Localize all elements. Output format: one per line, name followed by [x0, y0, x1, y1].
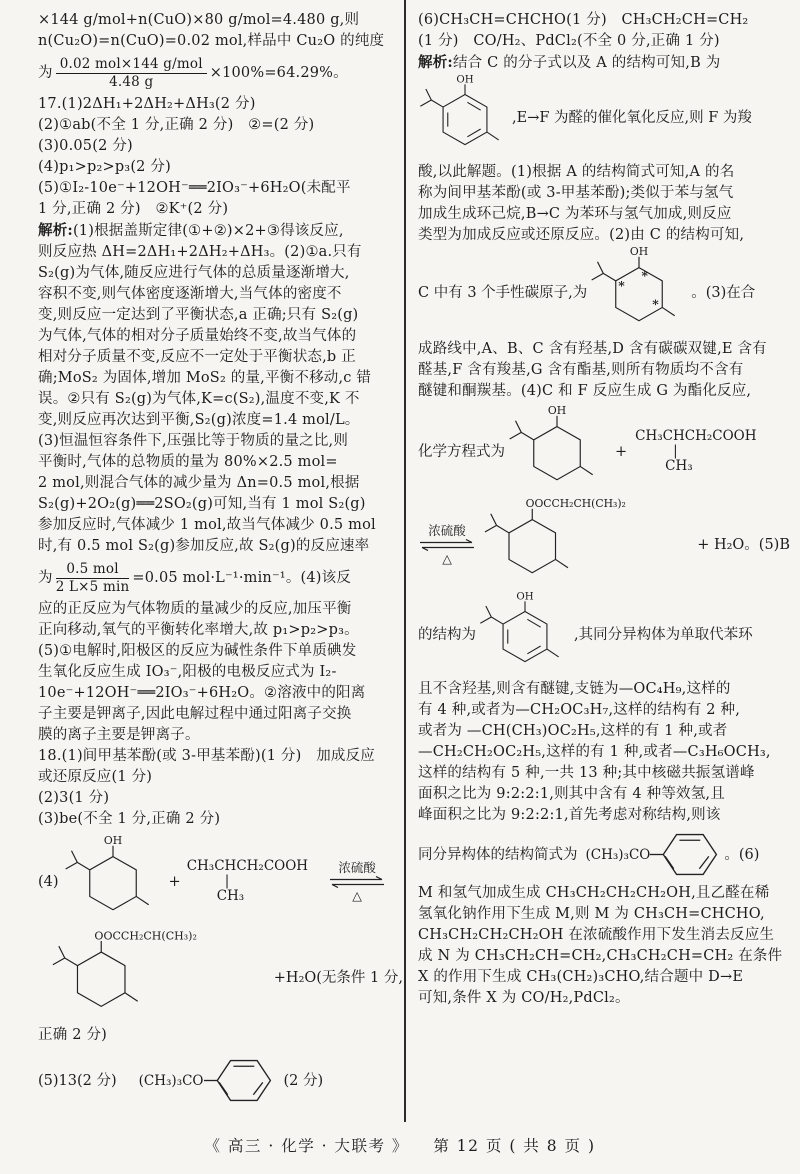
svg-text:OOCCH₂CH(CH₃)₂: OOCCH₂CH(CH₃)₂	[525, 498, 626, 511]
methyl-isopropyl-phenol-structure	[418, 74, 512, 162]
text-line: S₂(g)+2O₂(g)══2SO₂(g)可知,当有 1 mol S₂(g)	[38, 496, 366, 512]
acid-bottom: CH₃	[665, 458, 693, 474]
text-line: 称为间甲基苯酚(或 3-甲基苯酚);类似于苯与氢气	[418, 185, 734, 201]
text-line: 则反应热 ΔH=2ΔH₁+2ΔH₂+ΔH₃。(2)①a.只有	[38, 244, 362, 260]
compound-b-row	[418, 74, 790, 162]
equilibrium-arrows-icon	[328, 876, 386, 888]
equation-label: 化学方程式为	[418, 443, 505, 460]
text-line: 正向移动,氧气的平衡转化率增大,故 p₁>p₂>p₃。	[38, 622, 359, 638]
equation-products-row	[418, 498, 790, 591]
acid-bottom: CH₃	[216, 888, 245, 904]
bond-line: |	[673, 443, 678, 459]
ester-structure	[482, 498, 678, 591]
text-line: 应的正反应为气体物质的量减少的反应,加压平衡	[38, 601, 352, 617]
svg-text:*: *	[652, 296, 660, 312]
text-line: 为 $\frac{\text{0.5 mol}}{2 L\times 5 \min}$ =0.05 mol·L⁻¹·min⁻¹。(4)该反	[38, 560, 352, 595]
water-byproduct-text: +H₂O(无条件 1 分,	[273, 969, 403, 986]
text-line: —CH₂CH₂OC₂H₅,这样的有 1 种,或者—C₃H₆OCH₃,	[418, 744, 771, 760]
text-line: 变,则反应一定达到了平衡状态,a 正确;只有 S₂(g)	[38, 307, 359, 323]
svg-text:OH: OH	[630, 246, 649, 259]
text-line: 且不含羟基,则含有醚键,支链为—OC₄H₉,这样的	[418, 681, 731, 697]
text-line: 类型为加成反应或还原反应。(2)由 C 的结构可知,	[418, 227, 745, 243]
svg-text:OH: OH	[456, 74, 474, 86]
text-line: 成 N 为 CH₃CH₂CH=CH₂,CH₃CH₂CH=CH₂ 在条件	[418, 948, 783, 964]
text-line: n(Cu₂O)=n(CuO)=0.02 mol,样品中 Cu₂O 的纯度	[38, 33, 385, 49]
svg-text:*: *	[618, 278, 626, 294]
ester-structure	[50, 930, 250, 1025]
answer5-label: (5)13(2 分)	[38, 1072, 117, 1089]
text-line: 氢氧化钠作用下生成 M,则 M 为 CH₃CH=CHCHO,	[418, 906, 765, 922]
text-line: 峰面积之比为 9:2:2:1,首先考虑对称结构,则该	[418, 807, 721, 823]
text-line: M 和氢气加成生成 CH₃CH₂CH₂CH₂OH,且乙醛在稀	[418, 885, 770, 901]
text-line: 生氧化反应生成 IO₃⁻,阳极的电极反应式为 I₂-	[38, 664, 337, 680]
text-line: (5)①I₂-10e⁻+12OH⁻══2IO₃⁻+6H₂O(未配平	[38, 180, 351, 196]
svg-text:*: *	[641, 268, 649, 284]
text-line: 17.(1)2ΔH₁+2ΔH₂+ΔH₃(2 分)	[38, 96, 256, 112]
text-line: 或还原反应(1 分)	[38, 769, 153, 785]
b-structure-pre: 的结构为	[418, 627, 476, 643]
text-line: (5)①电解时,阳极区的反应为碱性条件下单质碘发	[38, 643, 357, 659]
text-line: 1 分,正确 2 分) ②K⁺(2 分)	[38, 201, 229, 217]
text-line: 面积之比为 9:2:2:1,则其中含有 4 种等效氢,且	[418, 786, 725, 802]
text-line: CH₃CH₂CH₂CH₂OH 在浓硫酸作用下发生消去反应生	[418, 927, 775, 943]
text-line: 平衡时,气体的总物质的量为 80%×2.5 mol=	[38, 454, 338, 470]
text-line: 2 mol,则混合气体的减少量为 Δn=0.5 mol,根据	[38, 475, 360, 491]
text-line: 或者为 —CH(CH₃)OC₂H₅,这样的有 1 种,或者	[418, 723, 728, 739]
isomer-pre: 同分异构体的结构简式为	[418, 846, 578, 863]
methyl-isopropyl-phenol-structure	[478, 591, 572, 679]
right-text-block-1	[418, 10, 790, 74]
benzene-ring-structure	[204, 1052, 278, 1109]
text-line: X 的作用下生成 CH₃(CH₂)₃CHO,结合题中 D→E	[418, 969, 744, 985]
text-line: 子主要是钾离子,因此电解过程中通过阳离子交换	[38, 706, 352, 722]
right-text-block-4	[418, 679, 790, 826]
left-text-block	[14, 10, 403, 830]
condition-bottom-label: △	[352, 887, 362, 903]
text-line: 成路线中,A、B、C 含有羟基,D 含有碳碳双键,E 含有	[418, 341, 767, 357]
text-line: ×144 g/mol+n(CuO)×80 g/mol=4.480 g,则	[38, 12, 360, 28]
right-text-block-3	[418, 339, 790, 402]
cyclohexanol-structure	[63, 835, 163, 928]
left-tail-block	[14, 1025, 403, 1046]
right-text-block-5	[418, 883, 790, 1009]
text-line: (1 分) CO/H₂、PdCl₂(不全 0 分,正确 1 分)	[418, 33, 720, 49]
text-line: 醚键和酮羰基。(4)C 和 F 反应生成 G 为酯化反应,	[418, 383, 752, 399]
chiral-text-pre: C 中有 3 个手性碳原子,为	[418, 284, 588, 301]
text-line: 可知,条件 X 为 CO/H₂,PdCl₂。	[418, 990, 630, 1006]
benzene-ring-structure	[650, 826, 724, 883]
tert-butoxy-text: (CH₃)₃CO	[585, 846, 651, 863]
acid-top: CH₃CHCH₂COOH	[186, 858, 309, 874]
b-isomer-row	[418, 591, 790, 679]
text-line: 为 $\frac{\text{0.02 mol×144 g/mol}}{4.48 g}$ ×100%=64.29%。	[38, 55, 348, 90]
equation-reactants-row	[418, 405, 790, 498]
text-line: (2)3(1 分)	[38, 790, 110, 806]
svg-text:OH: OH	[516, 591, 534, 603]
esterification-reaction-row	[14, 835, 403, 928]
right-column	[418, 10, 790, 1009]
ester-product-row	[14, 930, 403, 1025]
text-line: 18.(1)间甲基苯酚(或 3-甲基苯酚)(1 分) 加成反应	[38, 748, 375, 764]
footer-page-number: 第 12 页 ( 共 8 页 )	[433, 1137, 596, 1155]
equilibrium-arrows-icon	[418, 539, 476, 551]
acid-formula	[635, 429, 756, 474]
text-line: 误。②只有 S₂(g)为气体,K=c(S₂),温度不变,K 不	[38, 391, 360, 407]
condition-top-label: 浓硫酸	[338, 859, 376, 875]
svg-text:OH: OH	[547, 405, 567, 418]
text-line: 这样的结构有 5 种,一共 13 种;其中核磁共振氢谱峰	[418, 765, 755, 781]
water-product-text: + H₂O。(5)B	[697, 536, 790, 553]
answer5-row	[14, 1052, 403, 1109]
text-line: (3)恒温恒容条件下,压强比等于物质的量之比,则	[38, 433, 349, 449]
text-line: 10e⁻+12OH⁻══2IO₃⁻+6H₂O。②溶液中的阳离	[38, 685, 366, 701]
acid-formula	[187, 859, 308, 904]
acid-top: CH₃CHCH₂COOH	[635, 428, 757, 444]
text-line: 为气体,气体的相对分子质量始终不变,故当气体的	[38, 328, 357, 344]
text-line: S₂(g)为气体,随反应进行气体的总质量逐渐增大,	[38, 265, 350, 281]
right-text-block-2	[418, 162, 790, 246]
text-line: 有 4 种,或者为—CH₂OC₃H₇,这样的结构有 2 种,	[418, 702, 741, 718]
footer-title: 《 高三 · 化学 · 大联考 》	[204, 1137, 409, 1155]
text-line: (6)CH₃CH=CHCHO(1 分) CH₃CH₂CH=CH₂	[418, 12, 749, 28]
svg-text:OH: OH	[103, 835, 122, 848]
chiral-cyclohexanol-structure	[589, 246, 689, 339]
item-label: (4)	[38, 873, 59, 890]
b-structure-note: ,E→F 为醛的催化氧化反应,则 F 为羧	[512, 110, 752, 126]
text-line: 解析:(1)根据盖斯定律(①+②)×2+③得该反应,	[38, 222, 344, 239]
text-line: (4)p₁>p₂>p₃(2 分)	[38, 159, 171, 175]
text-line: 参加反应时,气体减少 1 mol,故当气体减少 0.5 mol	[38, 517, 376, 533]
text-line: 确;MoS₂ 为固体,增加 MoS₂ 的量,平衡不移动,c 错	[38, 370, 372, 386]
text-line: 加成生成环己烷,B→C 为苯环与氢气加成,则反应	[418, 206, 732, 222]
page-footer	[0, 1134, 800, 1156]
left-column	[14, 10, 403, 1109]
condition-bottom-label: △	[442, 550, 452, 566]
plus-sign: +	[615, 443, 628, 460]
chiral-carbon-row	[418, 246, 790, 339]
text-line: 酸,以此解题。(1)根据 A 的结构简式可知,A 的名	[418, 164, 735, 180]
text-line: 正确 2 分)	[38, 1027, 108, 1043]
chiral-text-post: 。(3)在合	[691, 284, 756, 301]
isomer-formula-row	[418, 826, 790, 883]
svg-text:OOCCH₂CH(CH₃)₂: OOCCH₂CH(CH₃)₂	[94, 930, 197, 943]
equilibrium-condition	[418, 524, 476, 566]
column-divider	[404, 0, 406, 1122]
b-structure-post: ,其同分异构体为单取代苯环	[574, 627, 753, 643]
isomer-post: 。(6)	[724, 846, 760, 863]
text-line: (3)be(不全 1 分,正确 2 分)	[38, 811, 221, 827]
text-line: (3)0.05(2 分)	[38, 138, 133, 154]
text-line: (2)①ab(不全 1 分,正确 2 分) ②=(2 分)	[38, 117, 315, 133]
tert-butoxy-text: (CH₃)₃CO	[138, 1072, 204, 1089]
text-line: 膜的离子主要是钾离子。	[38, 727, 200, 743]
text-line: 容积不变,则气体密度逐渐增大,当气体的密度不	[38, 286, 342, 302]
score-text: (2 分)	[283, 1072, 324, 1089]
plus-sign: +	[168, 873, 181, 890]
equilibrium-condition	[328, 861, 386, 903]
condition-top-label: 浓硫酸	[428, 522, 466, 538]
text-line: 时,有 0.5 mol S₂(g)参加反应,故 S₂(g)的反应速率	[38, 538, 370, 554]
bond-line: |	[224, 873, 230, 889]
text-line: 醛基,F 含有羧基,G 含有酯基,则所有物质均不含有	[418, 362, 744, 378]
text-line: 相对分子质量不变,反应不一定处于平衡状态,b 正	[38, 349, 356, 365]
cyclohexanol-structure	[507, 405, 607, 498]
text-line: 解析:结合 C 的分子式以及 A 的结构可知,B 为	[418, 54, 721, 71]
text-line: 变,则反应再次达到平衡,S₂(g)浓度=1.4 mol/L。	[38, 412, 360, 428]
